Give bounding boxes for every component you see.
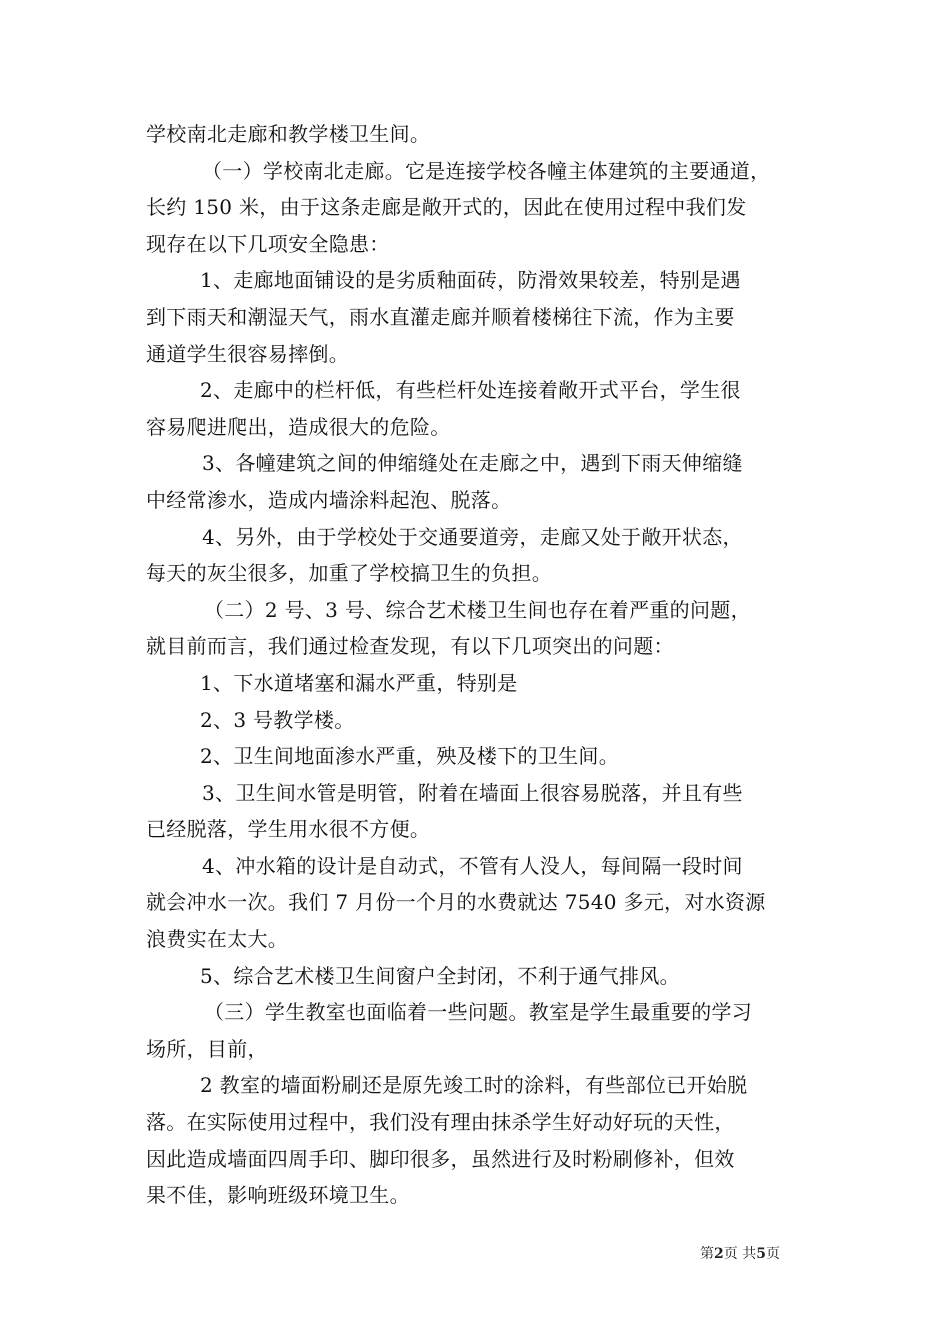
- text-line: 落。在实际使用过程中，我们没有理由抹杀学生好动好玩的天性，: [146, 1110, 735, 1135]
- text-line: （三）学生教室也面临着一些问题。教室是学生最重要的学习: [204, 1000, 753, 1025]
- text-line: 4、冲水箱的设计是自动式，不管有人没人，每间隔一段时间: [202, 853, 743, 878]
- text-line: 场所，目前，: [146, 1036, 268, 1061]
- text-line: 中经常渗水，造成内墙涂料起泡、脱落。: [146, 487, 512, 512]
- text-line: 浪费实在太大。: [146, 927, 289, 952]
- footer-suffix: 页: [765, 1246, 780, 1262]
- text-line: 1、走廊地面铺设的是劣质釉面砖，防滑效果较差，特别是遇: [200, 268, 741, 293]
- text-line: 因此造成墙面四周手印、脚印很多，虽然进行及时粉刷修补，但效: [146, 1146, 735, 1171]
- text-line: （二）2 号、3 号、综合艺术楼卫生间也存在着严重的问题，: [204, 597, 751, 622]
- text-line: 4、另外，由于学校处于交通要道旁，走廊又处于敞开状态，: [202, 524, 743, 549]
- text-line: 2、3 号教学楼。: [200, 707, 355, 732]
- text-line: （一）学校南北走廊。它是连接学校各幢主体建筑的主要通道，: [202, 158, 771, 183]
- text-line: 2、走廊中的栏杆低，有些栏杆处连接着敞开式平台，学生很: [200, 378, 741, 403]
- text-line: 已经脱落，学生用水很不方便。: [146, 817, 431, 842]
- text-line: 1、下水道堵塞和漏水严重，特别是: [200, 670, 518, 695]
- document-body: [146, 116, 816, 1214]
- text-line: 3、各幢建筑之间的伸缩缝处在走廊之中，遇到下雨天伸缩缝: [202, 451, 743, 476]
- text-line: 现存在以下几项安全隐患：: [146, 231, 390, 256]
- text-line: 通道学生很容易摔倒。: [146, 341, 349, 366]
- text-line: 果不佳，影响班级环境卫生。: [146, 1183, 410, 1208]
- text-line: 3、卫生间水管是明管，附着在墙面上很容易脱落，并且有些: [202, 780, 743, 805]
- page-number-footer: [700, 1245, 840, 1263]
- text-line: 2 教室的墙面粉刷还是原先竣工时的涂料，有些部位已开始脱: [200, 1073, 748, 1098]
- text-line: 长约 150 米，由于这条走廊是敞开式的，因此在使用过程中我们发: [146, 195, 747, 220]
- text-line: 学校南北走廊和教学楼卫生间。: [146, 122, 431, 146]
- text-line: 容易爬进爬出，造成很大的危险。: [146, 414, 451, 439]
- text-line: 到下雨天和潮湿天气，雨水直灌走廊并顺着楼梯往下流，作为主要: [146, 304, 735, 329]
- text-line: 就会冲水一次。我们 7 月份一个月的水费就达 7540 多元，对水资源: [146, 890, 766, 915]
- total-pages-number: 5: [756, 1246, 766, 1262]
- text-line: 5、综合艺术楼卫生间窗户全封闭，不利于通气排风。: [200, 963, 680, 988]
- footer-middle: 页 共: [723, 1246, 757, 1262]
- text-line: 每天的灰尘很多，加重了学校搞卫生的负担。: [146, 561, 552, 586]
- current-page-number: 2: [714, 1246, 724, 1262]
- text-line: 2、卫生间地面渗水严重，殃及楼下的卫生间。: [200, 744, 620, 769]
- text-line: 就目前而言，我们通过检查发现，有以下几项突出的问题：: [146, 634, 674, 659]
- footer-prefix: 第: [700, 1246, 714, 1262]
